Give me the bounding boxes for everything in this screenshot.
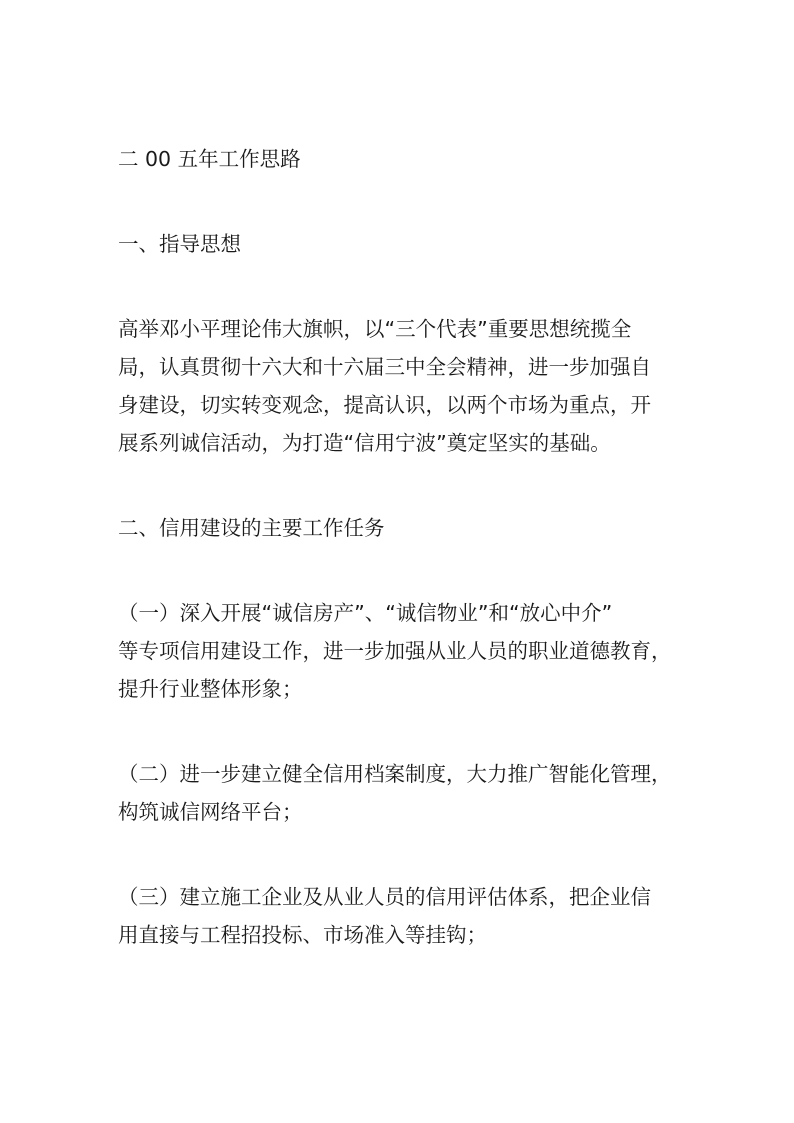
- paragraph-line: 身建设，切实转变观念，提高认识，以两个市场为重点，开: [118, 393, 651, 417]
- paragraph-line: （一）深入开展“诚信房产”、“诚信物业”和“放心中介”: [118, 601, 613, 625]
- task-item-2: [118, 755, 698, 831]
- spacer: [118, 178, 698, 225]
- task-item-1: [118, 594, 698, 708]
- paragraph-line: 等专项信用建设工作，进一步加强从业人员的职业道德教育，: [118, 639, 672, 663]
- paragraph-line: （三）建立施工企业及从业人员的信用评估体系，把企业信: [118, 885, 651, 909]
- spacer: [118, 708, 698, 755]
- spacer: [118, 462, 698, 509]
- paragraph-line: （二）进一步建立健全信用档案制度，大力推广智能化管理，: [118, 762, 672, 786]
- spacer: [118, 831, 698, 878]
- paragraph-line: 高举邓小平理论伟大旗帜，以“三个代表”重要思想统揽全: [118, 317, 632, 341]
- spacer: [118, 547, 698, 594]
- section-heading-guiding-ideology: 一、指导思想: [118, 232, 241, 256]
- task-item-3: [118, 878, 698, 954]
- paragraph-line: 提升行业整体形象；: [118, 677, 303, 701]
- spacer: [118, 263, 698, 310]
- paragraph-line: 构筑诚信网络平台；: [118, 800, 303, 824]
- paragraph-guiding-ideology: [118, 310, 698, 462]
- document-title: 二 00 五年工作思路: [118, 147, 301, 171]
- section-heading-main-tasks: 二、信用建设的主要工作任务: [118, 516, 385, 540]
- paragraph-line: 用直接与工程招投标、市场准入等挂钩；: [118, 923, 487, 947]
- paragraph-line: 局，认真贯彻十六大和十六届三中全会精神，进一步加强自: [118, 355, 651, 379]
- document-body: [118, 140, 698, 954]
- paragraph-line: 展系列诚信活动，为打造“信用宁波”奠定坚实的基础。: [118, 431, 611, 455]
